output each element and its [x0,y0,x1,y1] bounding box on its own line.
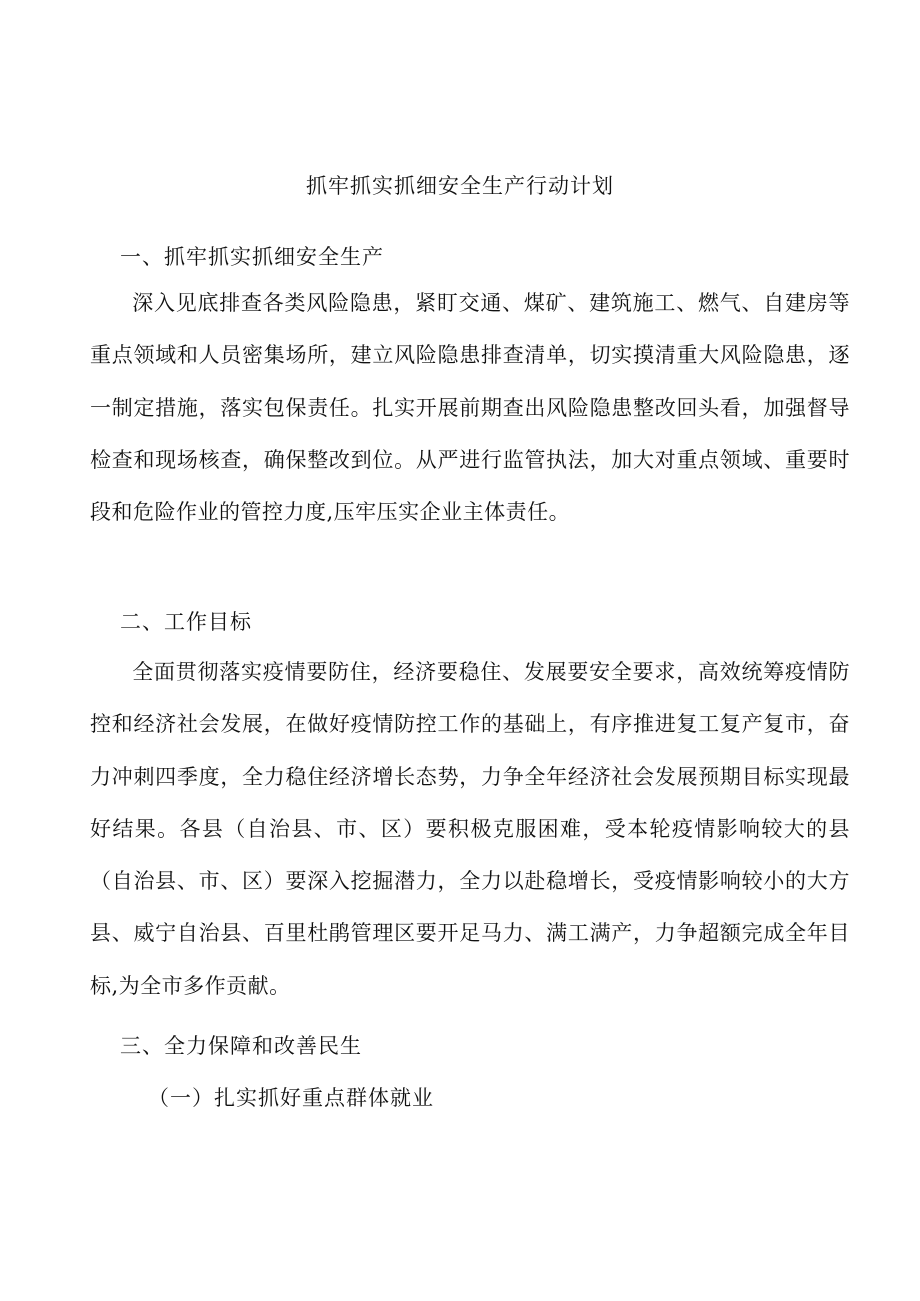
section-paragraph-1 [90,277,850,538]
section-heading-1: 一、抓牢抓实抓细安全生产 [120,245,384,269]
section-paragraph-1-text: 深入见底排查各类风险隐患，紧盯交通、煤矿、建筑施工、燃气、自建房等重点领域和人员密集场所，建立风险隐患排查清单，切实摸清重大风险隐患，逐一制定措施，落实包保责任。扎实开展前期查出风险隐患整改回头看，加强督导检查和现场核查，确保整改到位。从严进行监管执法，加大对重点领域、重要时段和危险作业的管控力度,压牢压实企业主体责任。 [90,291,850,525]
section-heading-3: 三、全力保障和改善民生 [120,1034,362,1058]
section-paragraph-2-text: 全面贯彻落实疫情要防住，经济要稳住、发展要安全要求，高效统筹疫情防控和经济社会发展，在做好疫情防控工作的基础上，有序推进复工复产复市，奋力冲刺四季度，全力稳住经济增长态势，力争全年经济社会发展预期目标实现最好结果。各县（自治县、市、区）要积极克服困难，受本轮疫情影响较大的县（自治县、市、区）要深入挖掘潜力，全力以赴稳增长，受疫情影响较小的大方县、威宁自治县、百里杜鹃管理区要开足马力、满工满产，力争超额完成全年目标,为全市多作贡献。 [90,660,850,998]
section-paragraph-2 [90,646,850,1012]
section-heading-2: 二、工作目标 [120,610,252,634]
subsection-heading-1: （一）扎实抓好重点群体就业 [148,1086,434,1110]
document-title: 抓牢抓实抓细安全生产行动计划 [306,174,614,198]
